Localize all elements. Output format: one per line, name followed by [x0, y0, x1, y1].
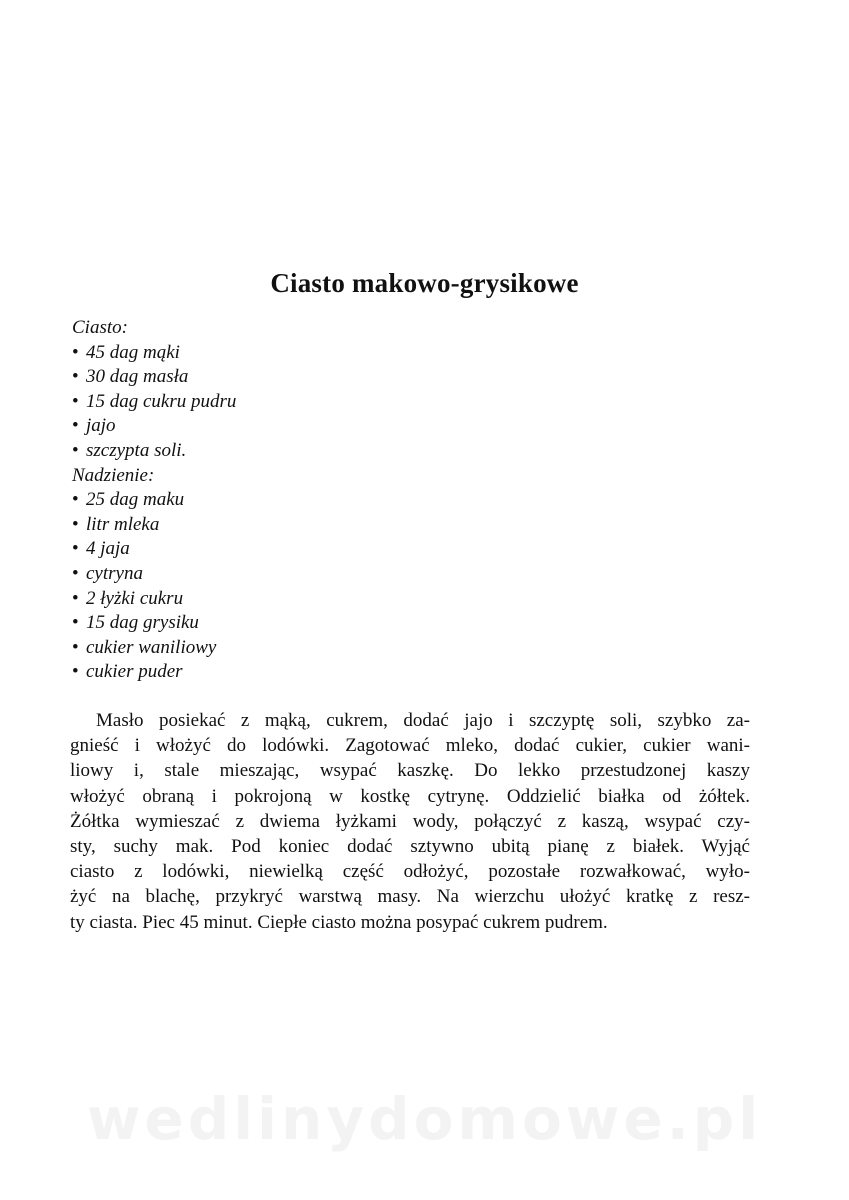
- preparation-method: [70, 708, 750, 935]
- ingredient-item: • 15 dag grysiku: [72, 611, 492, 636]
- ingredient-item: • cukier waniliowy: [72, 636, 492, 661]
- ingredient-item: • litr mleka: [72, 513, 492, 538]
- ingredient-item: • 15 dag cukru pudru: [72, 390, 492, 415]
- method-line: Masło posiekać z mąką, cukrem, dodać jajo i szczyptę soli, szybko za-: [96, 710, 750, 731]
- bullet-icon: •: [72, 587, 79, 609]
- ingredient-item: • 25 dag maku: [72, 488, 492, 513]
- filling-ingredient-list: [72, 488, 492, 685]
- dough-ingredient-list: [72, 341, 492, 464]
- ingredient-item: • szczypta soli.: [72, 439, 492, 464]
- method-line: żyć na blachę, przykryć warstwą masy. Na wierzchu ułożyć kratkę z resz-: [70, 886, 750, 908]
- method-line: sty, suchy mak. Pod koniec dodać sztywno ubitą pianę z białek. Wyjąć: [70, 836, 750, 858]
- method-line: liowy i, stale mieszając, wsypać kaszkę. Do lekko przestudzonej kaszy: [70, 760, 750, 782]
- filling-heading: Nadzienie:: [72, 464, 155, 486]
- ingredient-item: • cytryna: [72, 562, 492, 587]
- ingredient-item: • 30 dag masła: [72, 365, 492, 390]
- ingredients-section: [72, 316, 492, 685]
- method-line: Żółtka wymieszać z dwiema łyżkami wody, połączyć z kaszą, wsypać czy-: [70, 810, 750, 832]
- bullet-icon: •: [72, 562, 79, 584]
- ingredient-item: • 4 jaja: [72, 537, 492, 562]
- bullet-icon: •: [72, 341, 79, 363]
- method-line: gnieść i włożyć do lodówki. Zagotować mleko, dodać cukier, cukier wani-: [70, 735, 750, 757]
- ingredient-item: • 45 dag mąki: [72, 341, 492, 366]
- bullet-icon: •: [72, 390, 79, 412]
- ingredient-item: • 2 łyżki cukru: [72, 587, 492, 612]
- bullet-icon: •: [72, 439, 79, 461]
- ingredient-item: • jajo: [72, 414, 492, 439]
- bullet-icon: •: [72, 366, 79, 388]
- bullet-icon: •: [72, 612, 79, 634]
- bullet-icon: •: [72, 661, 79, 683]
- method-line: ciasto z lodówki, niewielką część odłożyć, pozostałe rozwałkować, wyło-: [70, 861, 750, 883]
- method-line: ty ciasta. Piec 45 minut. Ciepłe ciasto można posypać cukrem pudrem.: [70, 911, 608, 933]
- bullet-icon: •: [72, 538, 79, 560]
- recipe-title: Ciasto makowo-grysikowe: [270, 268, 579, 298]
- bullet-icon: •: [72, 513, 79, 535]
- dough-heading: Ciasto:: [72, 317, 128, 338]
- bullet-icon: •: [72, 636, 79, 658]
- method-line: włożyć obraną i pokrojoną w kostkę cytrynę. Oddzielić białka od żółtek.: [70, 785, 750, 807]
- bullet-icon: •: [72, 415, 79, 437]
- site-watermark: wedlinydomowe.pl: [86, 1085, 763, 1153]
- bullet-icon: •: [72, 489, 79, 511]
- ingredient-item: • cukier puder: [72, 660, 492, 685]
